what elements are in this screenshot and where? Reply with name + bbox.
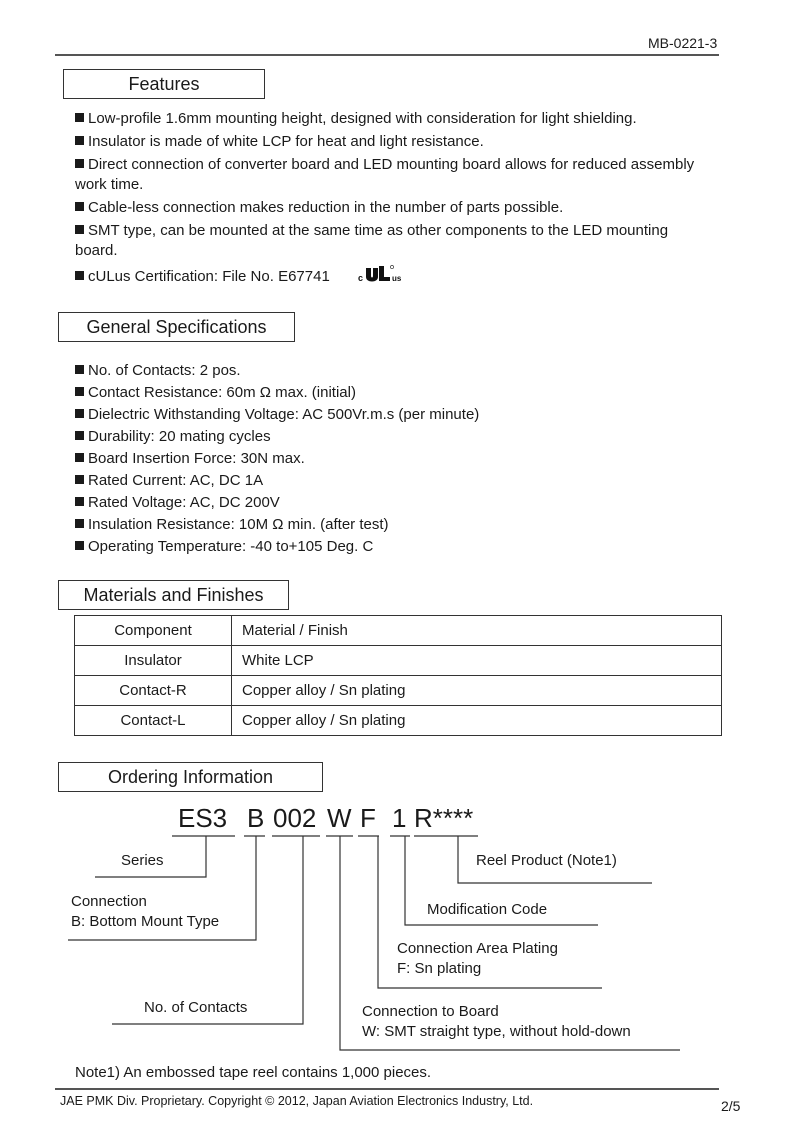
list-item: Durability: 20 mating cycles (75, 426, 479, 448)
document-number: MB-0221-3 (648, 35, 718, 51)
cert-mark-right: us (391, 274, 402, 283)
table-cell: Insulator (75, 646, 232, 676)
note-text: Note1) An embossed tape reel contains 1,000 pieces. (75, 1064, 432, 1081)
label-modification: Modification Code (427, 901, 548, 918)
list-item: Cable-less connection makes reduction in the number of parts possible. (75, 198, 715, 218)
features-heading: Features (63, 69, 265, 99)
table-cell: Contact-L (75, 706, 232, 736)
pn-modification: 1 (392, 803, 407, 833)
cert-mark-left: c (357, 273, 363, 283)
table-cell: Contact-R (75, 676, 232, 706)
general-specs-heading: General Specifications (58, 312, 295, 342)
label-contacts: No. of Contacts (144, 999, 248, 1016)
table-header-cell: Material / Finish (232, 616, 722, 646)
ordering-heading: Ordering Information (58, 762, 323, 792)
list-item: Insulator is made of white LCP for heat and light resistance. (75, 132, 715, 152)
label-board-value: W: SMT straight type, without hold-down (362, 1023, 631, 1040)
list-item: SMT type, can be mounted at the same time as other components to the LED mounting board. (75, 222, 669, 259)
list-item: Low-profile 1.6mm mounting height, designed with consideration for light shielding. (75, 109, 715, 129)
table-cell: White LCP (232, 646, 722, 676)
footer-rule (55, 1088, 719, 1090)
pn-plating: F (360, 803, 376, 833)
label-plating-title: Connection Area Plating (397, 940, 558, 957)
pn-contacts: 002 (273, 803, 317, 833)
list-item: Operating Temperature: -40 to+105 Deg. C (75, 536, 479, 558)
list-item: No. of Contacts: 2 pos. (75, 360, 479, 382)
page-number: 2/5 (721, 1098, 741, 1114)
list-item: Board Insertion Force: 30N max. (75, 448, 479, 470)
label-board-title: Connection to Board (362, 1003, 499, 1020)
label-connection-value: B: Bottom Mount Type (71, 913, 220, 930)
footer-copyright: JAE PMK Div. Proprietary. Copyright © 2012, Japan Aviation Electronics Industry, Ltd. (60, 1094, 534, 1108)
pn-board: W (327, 803, 352, 833)
list-item: Direct connection of converter board and LED mounting board allows for reduced assembly work time. (75, 156, 695, 193)
materials-heading: Materials and Finishes (58, 580, 289, 610)
label-series: Series (121, 852, 164, 869)
label-connection-title: Connection (71, 893, 147, 910)
label-reel: Reel Product (Note1) (476, 852, 617, 869)
table-cell: Copper alloy / Sn plating (232, 676, 722, 706)
list-item: cULus Certification: File No. E67741 c us (75, 264, 715, 290)
pn-reel: R**** (414, 803, 474, 833)
label-plating-value: F: Sn plating (397, 960, 482, 977)
list-item: Contact Resistance: 60m Ω max. (initial) (75, 382, 479, 404)
table-header-cell: Component (75, 616, 232, 646)
list-item: Dielectric Withstanding Voltage: AC 500Vr.m.s (per minute) (75, 404, 479, 426)
pn-series: ES3 (178, 803, 228, 833)
list-item: Rated Current: AC, DC 1A (75, 470, 479, 492)
list-item: Insulation Resistance: 10M Ω min. (after test) (75, 514, 479, 536)
pn-connection: B (247, 803, 265, 833)
table-cell: Copper alloy / Sn plating (232, 706, 722, 736)
list-item: Rated Voltage: AC, DC 200V (75, 492, 479, 514)
